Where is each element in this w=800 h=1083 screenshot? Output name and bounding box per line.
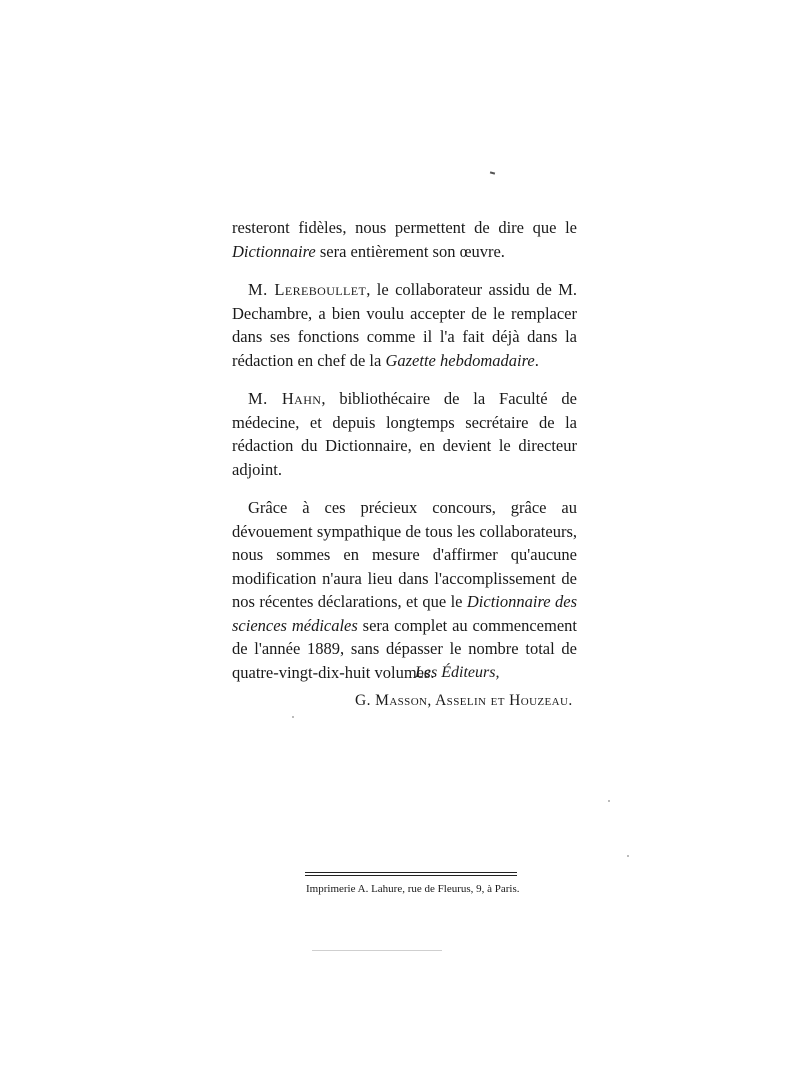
paragraph-1 [232,216,577,263]
paragraph-4 [232,496,577,684]
speck-3 [292,716,294,718]
imprint-rule-top [305,872,517,873]
paragraph-1-text-c: sera entièrement son œuvre. [315,241,505,261]
paragraph-2-title-gazette: Gazette hebdomadaire [385,350,535,370]
paragraph-2-text-c: . [534,350,539,370]
signature-publishers: G. Masson, Asselin et Houzeau. [355,692,573,709]
paragraph-3-text-a: , bibliothécaire de la Faculté de médecine, et depuis longtemps secrétaire de la rédaction du Dictionnaire, en devient le directeur adjoint. [232,389,577,479]
imprint-rule-bottom [305,875,517,876]
paragraph-4-title-dictionnaire-sciences: Dictionnaire des sciences médicales [232,592,577,635]
speck-2 [627,855,629,857]
paragraph-3-name-hahn: M. Hahn [248,389,322,408]
paragraph-1-title-dictionnaire: Dictionnaire [232,241,316,261]
paragraph-2 [232,278,577,372]
printer-imprint: Imprimerie A. Lahure, rue de Fleurus, 9, à Paris. [306,883,520,895]
speck-1 [608,800,610,802]
paragraph-2-name-lereboullet: M. Lereboullet [248,280,367,299]
paragraph-4-text-c: sera complet au commencement de l'année 1889, sans dépasser le nombre total de quatre-vingt-dix-huit volumes. [232,615,577,682]
paragraph-2-text-a: , le collaborateur assidu de M. Dechambre, a bien voulu accepter de le remplacer dans ses fonctions comme il l'a fait déjà dans la rédaction en chef de la [232,280,577,370]
stray-ink-mark [490,171,495,174]
faint-rule [312,950,442,951]
paragraph-1-text-a: resteront fidèles, nous permettent de dire que le [232,218,577,237]
body-text [232,216,577,699]
paragraph-4-text-a: Grâce à ces précieux concours, grâce au dévouement sympathique de tous les collaborateurs, nous sommes en mesure d'affirmer qu'aucune modification n'aura lieu dans l'accomplissement de nos récentes déclarations, et que le [232,498,577,611]
paragraph-3 [232,387,577,481]
signature-editors: Les Éditeurs, [415,664,500,681]
